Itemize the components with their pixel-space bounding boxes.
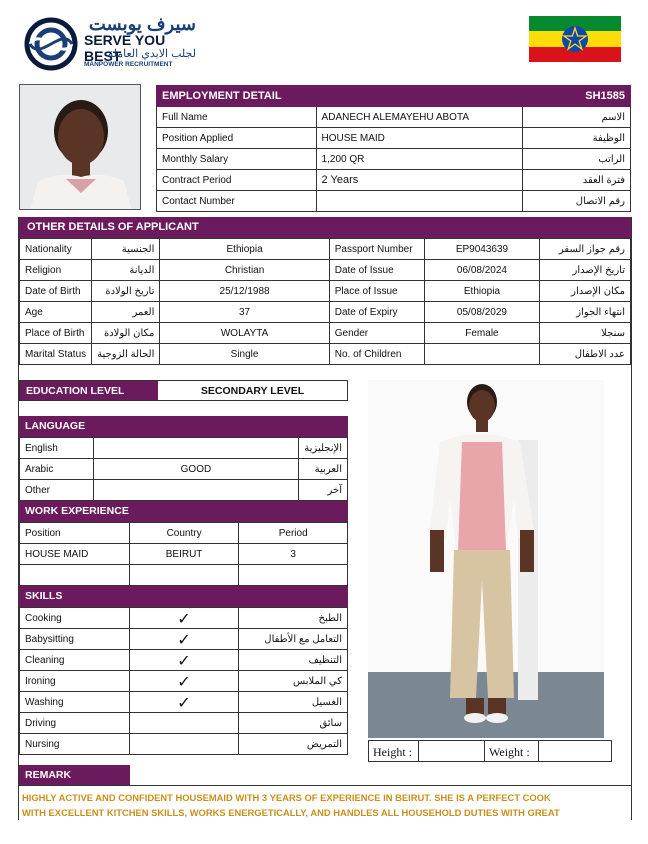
work-cell	[20, 565, 130, 586]
field-value: HOUSE MAID	[316, 128, 523, 149]
field-value: ADANECH ALEMAYEHU ABOTA	[316, 107, 523, 128]
employment-detail-table	[156, 85, 631, 212]
height-weight-box	[368, 740, 612, 762]
language-level: GOOD	[93, 459, 298, 480]
table-row	[20, 544, 348, 565]
table-row	[20, 565, 348, 586]
field-label: Passport Number	[329, 239, 424, 260]
field-value: 37	[160, 302, 329, 323]
field-arabic-label: الحالة الزوجية	[92, 344, 160, 365]
language-name: Other	[20, 480, 94, 501]
skill-arabic-name: كي الملابس	[239, 671, 348, 692]
skill-arabic-name: التنظيف	[239, 650, 348, 671]
field-arabic-label: سنجلا	[540, 323, 631, 344]
skills-title: SKILLS	[25, 590, 63, 602]
language-arabic-name: الإنجليزية	[299, 438, 348, 459]
field-label: Monthly Salary	[157, 149, 317, 170]
column-header: Country	[129, 523, 239, 544]
table-row	[20, 438, 348, 459]
language-header	[19, 416, 348, 437]
table-row	[20, 523, 348, 544]
remark-title: REMARK	[19, 765, 130, 785]
column-header: Period	[239, 523, 348, 544]
employment-detail-title: EMPLOYMENT DETAIL	[157, 86, 523, 107]
field-arabic-label: الجنسية	[92, 239, 160, 260]
field-arabic-label: مكان الإصدار	[540, 281, 631, 302]
logo-arabic-tagline: لجلب الايدي العاملة	[107, 48, 196, 60]
table-row	[20, 650, 348, 671]
language-title: LANGUAGE	[25, 420, 86, 432]
skill-name: Babysitting	[20, 629, 130, 650]
language-table	[19, 437, 348, 501]
table-row	[20, 260, 631, 281]
work-experience-title: WORK EXPERIENCE	[25, 505, 129, 517]
field-value: 05/08/2029	[424, 302, 540, 323]
checkmark-icon: ✓	[129, 671, 238, 692]
table-row	[20, 692, 348, 713]
education-level	[19, 380, 348, 401]
weight-value	[539, 741, 611, 761]
table-row	[20, 344, 631, 365]
field-value: 2 Years	[316, 170, 523, 191]
field-label: Nationality	[20, 239, 92, 260]
skill-name: Ironing	[20, 671, 130, 692]
field-arabic-label: العمر	[92, 302, 160, 323]
language-name: Arabic	[20, 459, 94, 480]
work-cell: 3	[239, 544, 348, 565]
education-level-value: SECONDARY LEVEL	[200, 385, 305, 397]
checkmark-icon: ✓	[129, 692, 238, 713]
table-row	[20, 608, 348, 629]
height-label: Height :	[369, 741, 419, 761]
field-arabic-label: الراتب	[523, 149, 631, 170]
work-experience-header	[19, 501, 348, 522]
field-label: Gender	[329, 323, 424, 344]
logo-english-name: SERVE YOU BEST	[84, 32, 166, 64]
skill-name: Cleaning	[20, 650, 130, 671]
skill-arabic-name: سائق	[239, 713, 348, 734]
education-level-title: EDUCATION LEVEL	[20, 381, 158, 400]
field-value	[424, 344, 540, 365]
other-details-title: OTHER DETAILS OF APPLICANT	[27, 221, 199, 233]
field-arabic-label: انتهاء الجواز	[540, 302, 631, 323]
field-label: Date of Expiry	[329, 302, 424, 323]
company-logo	[22, 16, 202, 72]
skill-name: Nursing	[20, 734, 130, 755]
skills-table	[19, 607, 348, 755]
field-label: Age	[20, 302, 92, 323]
table-row	[20, 281, 631, 302]
flag-star-emblem-icon	[561, 25, 589, 53]
page-border-left	[18, 217, 19, 820]
language-name: English	[20, 438, 94, 459]
work-cell	[239, 565, 348, 586]
table-row	[20, 734, 348, 755]
checkmark-icon: ✓	[129, 629, 238, 650]
skill-name: Washing	[20, 692, 130, 713]
table-row	[20, 629, 348, 650]
field-value: Female	[424, 323, 540, 344]
skill-arabic-name: الطبخ	[239, 608, 348, 629]
applicant-full-body-photo	[368, 380, 604, 738]
employment-code: SH1585	[523, 86, 631, 107]
work-cell: BEIRUT	[129, 544, 239, 565]
remark-line: WITH EXCELLENT KITCHEN SKILLS, WORKS ENERGETICALLY, AND HANDLES ALL HOUSEHOLD DUTIES WITH GREAT	[22, 807, 560, 818]
field-arabic-label: رقم الاتصال	[523, 191, 631, 212]
language-level	[93, 438, 298, 459]
field-label: Full Name	[157, 107, 317, 128]
field-label: Place of Birth	[20, 323, 92, 344]
field-arabic-label: مكان الولادة	[92, 323, 160, 344]
field-value: 1,200 QR	[316, 149, 523, 170]
field-arabic-label: الديانة	[92, 260, 160, 281]
skills-header	[19, 586, 348, 607]
logo-english-tagline: MANPOWER RECRUITMENT	[84, 61, 173, 68]
table-row	[20, 302, 631, 323]
skill-name: Cooking	[20, 608, 130, 629]
checkmark-icon: ✓	[129, 650, 238, 671]
height-value	[419, 741, 485, 761]
field-label: Position Applied	[157, 128, 317, 149]
field-label: Date of Birth	[20, 281, 92, 302]
field-label: Contract Period	[157, 170, 317, 191]
field-label: Contact Number	[157, 191, 317, 212]
table-row	[20, 459, 348, 480]
logo-arabic-name: سيرف يوبست	[88, 14, 196, 34]
skill-arabic-name: الغسيل	[239, 692, 348, 713]
table-row	[157, 107, 631, 128]
field-label: Place of Issue	[329, 281, 424, 302]
skill-check	[129, 734, 238, 755]
field-arabic-label: الوظيفة	[523, 128, 631, 149]
language-level	[93, 480, 298, 501]
field-value: EP9043639	[424, 239, 540, 260]
checkmark-icon: ✓	[129, 608, 238, 629]
field-arabic-label: عدد الاطفال	[540, 344, 631, 365]
field-label: No. of Children	[329, 344, 424, 365]
work-experience-table	[19, 522, 348, 586]
field-value: Ethiopia	[424, 281, 540, 302]
page-border-right	[631, 217, 632, 820]
field-value: Christian	[160, 260, 329, 281]
table-row	[157, 149, 631, 170]
work-cell: HOUSE MAID	[20, 544, 130, 565]
field-value: Single	[160, 344, 329, 365]
remark-text	[22, 790, 628, 820]
ethiopia-flag	[529, 16, 621, 62]
table-row	[20, 713, 348, 734]
field-arabic-label: الاسم	[523, 107, 631, 128]
column-header: Position	[20, 523, 130, 544]
table-row	[157, 128, 631, 149]
language-arabic-name: آخر	[299, 480, 348, 501]
remark-line: HIGHLY ACTIVE AND CONFIDENT HOUSEMAID WITH 3 YEARS OF EXPERIENCE IN BEIRUT. SHE IS A PERFECT COOK	[22, 792, 551, 803]
field-value: 25/12/1988	[160, 281, 329, 302]
work-cell	[129, 565, 239, 586]
field-arabic-label: رقم جواز السفر	[540, 239, 631, 260]
field-value: 06/08/2024	[424, 260, 540, 281]
skill-arabic-name: التمريض	[239, 734, 348, 755]
field-arabic-label: تاريخ الولادة	[92, 281, 160, 302]
field-value: Ethiopia	[160, 239, 329, 260]
field-arabic-label: فترة العقد	[523, 170, 631, 191]
table-row	[20, 239, 631, 260]
table-row	[20, 480, 348, 501]
language-arabic-name: العربية	[299, 459, 348, 480]
field-value: WOLAYTA	[160, 323, 329, 344]
field-value	[316, 191, 523, 212]
skill-arabic-name: التعامل مع الأطفال	[239, 629, 348, 650]
table-row	[20, 671, 348, 692]
table-row	[157, 170, 631, 191]
skill-name: Driving	[20, 713, 130, 734]
field-label: Religion	[20, 260, 92, 281]
field-label: Marital Status	[20, 344, 92, 365]
other-details-header	[19, 217, 631, 238]
applicant-portrait-photo	[19, 84, 141, 210]
weight-label: Weight :	[485, 741, 539, 761]
table-row	[20, 323, 631, 344]
field-label: Date of Issue	[329, 260, 424, 281]
table-row	[157, 191, 631, 212]
field-arabic-label: تاريخ الإصدار	[540, 260, 631, 281]
other-details-table	[19, 238, 631, 365]
logo-knot-icon	[22, 16, 80, 72]
skill-check	[129, 713, 238, 734]
remark-header-row	[19, 765, 631, 786]
